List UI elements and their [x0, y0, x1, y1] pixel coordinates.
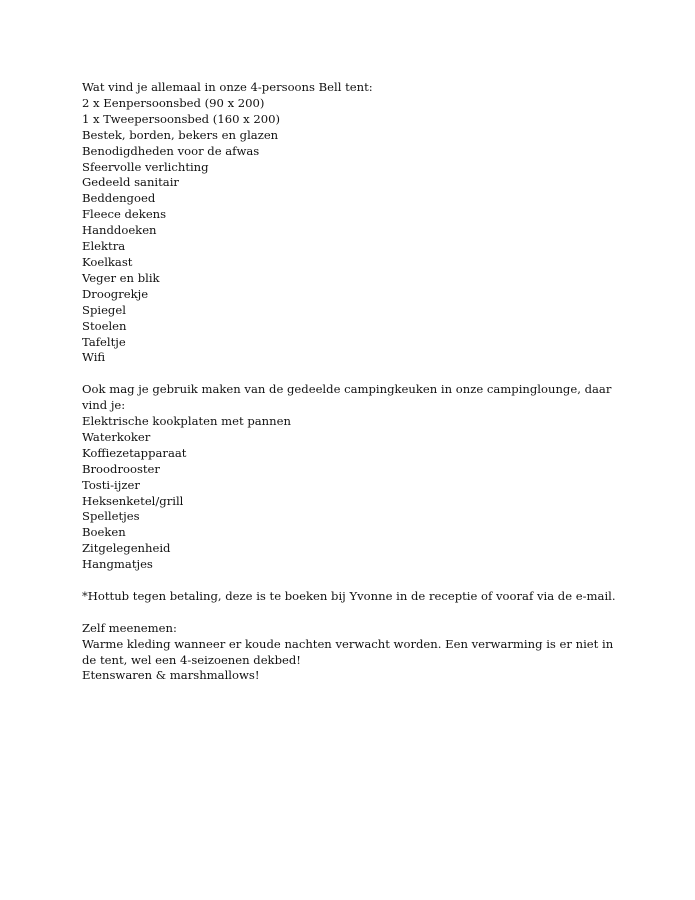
- list-item: Tosti-ijzer: [82, 477, 140, 492]
- list-item: Spelletjes: [82, 509, 140, 524]
- list-item: Koelkast: [82, 254, 133, 269]
- list-item: Gedeeld sanitair: [82, 175, 179, 190]
- paragraph-gap: [82, 366, 612, 382]
- list-item: Broodrooster: [82, 461, 160, 476]
- bring-line-2: de tent, wel een 4-seizoenen dekbed!: [82, 652, 301, 667]
- list-item: Bestek, borden, bekers en glazen: [82, 127, 279, 142]
- list-item: Elektrische kookplaten met pannen: [82, 414, 291, 429]
- list-item: Veger en blik: [82, 270, 160, 285]
- list-item: Sfeervolle verlichting: [82, 159, 209, 174]
- list-item: Handdoeken: [82, 223, 157, 238]
- list-item: Spiegel: [82, 302, 126, 317]
- list-item: Koffiezetapparaat: [82, 445, 187, 460]
- list-item: Droogrekje: [82, 286, 149, 301]
- list-item: Heksenketel/grill: [82, 493, 184, 508]
- list-item: 2 x Eenpersoonsbed (90 x 200): [82, 95, 265, 110]
- bring-line-3: Etenswaren & marshmallows!: [82, 668, 260, 683]
- list-item: Elektra: [82, 239, 126, 254]
- intro-heading: Wat vind je allemaal in onze 4-persoons Bell tent:: [82, 80, 373, 94]
- list-item: Beddengoed: [82, 191, 156, 206]
- document-page: [82, 80, 616, 684]
- paragraph-gap: [82, 573, 612, 589]
- list-item: Wifi: [82, 350, 106, 365]
- list-item: Stoelen: [82, 318, 127, 333]
- bring-line-1: Warme kleding wanneer er koude nachten verwacht worden. Een verwarming is er niet in: [82, 636, 614, 651]
- list-item: Tafeltje: [82, 334, 126, 349]
- list-item: Zitgelegenheid: [82, 541, 171, 556]
- list-item: Waterkoker: [82, 429, 151, 444]
- kitchen-heading-line-1: Ook mag je gebruik maken van de gedeelde campingkeuken in onze campinglounge, daar: [82, 382, 612, 397]
- list-item: Hangmatjes: [82, 557, 153, 572]
- list-item: 1 x Tweepersoonsbed (160 x 200): [82, 111, 281, 126]
- list-item: Boeken: [82, 525, 126, 540]
- paragraph-gap: [82, 605, 612, 621]
- bring-heading: Zelf meenemen:: [82, 620, 177, 635]
- hottub-note: *Hottub tegen betaling, deze is te boeken bij Yvonne in de receptie of vooraf via de e-mail.: [82, 588, 616, 603]
- kitchen-heading-line-2: vind je:: [82, 398, 126, 413]
- list-item: Fleece dekens: [82, 207, 167, 222]
- list-item: Benodigdheden voor de afwas: [82, 143, 260, 158]
